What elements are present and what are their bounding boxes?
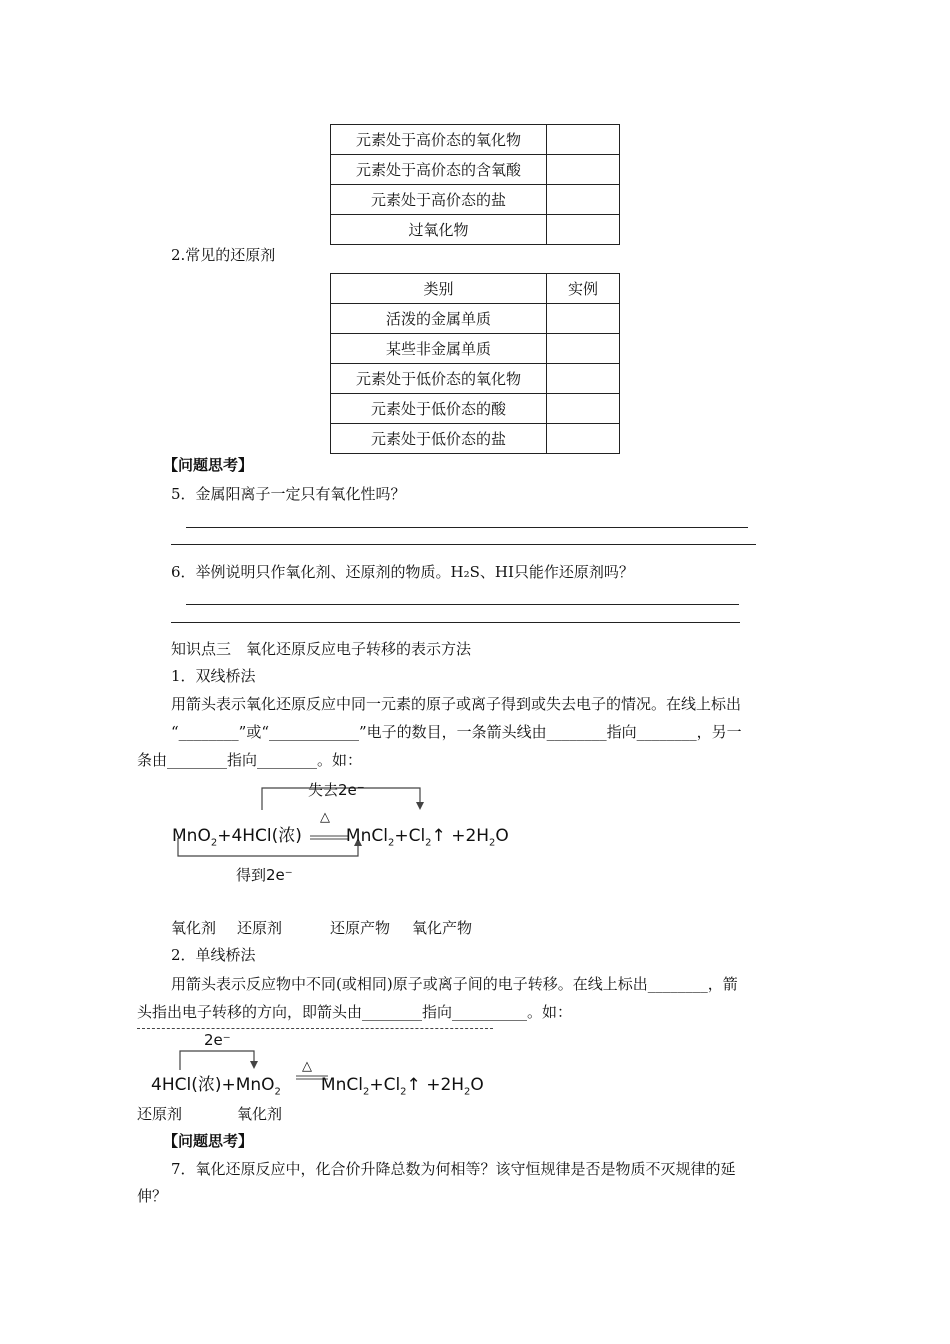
answer-line[interactable] — [186, 527, 748, 528]
method-2-paragraph: 头指出电子转移的方向，即箭头由________指向__________。如： — [137, 1003, 573, 1021]
answer-line[interactable] — [186, 604, 739, 605]
answer-line[interactable] — [171, 622, 740, 623]
role-label: 氧化剂 — [237, 1105, 283, 1123]
eq1-bottom-label: 得到2e⁻ — [236, 866, 293, 884]
eq2-condition: △ — [302, 1059, 312, 1074]
role-label: 还原剂 — [237, 919, 283, 937]
table-cell: 活泼的金属单质 — [331, 304, 547, 334]
table-cell: 元素处于高价态的氧化物 — [331, 125, 547, 155]
oxidant-table — [330, 124, 620, 245]
method-1-paragraph: “________”或“____________”电子的数目，一条箭头线由________指向________，另一 — [171, 723, 742, 741]
question-5: 5．金属阳离子一定只有氧化性吗？ — [171, 485, 406, 503]
question-think-heading: 【问题思考】 — [163, 1132, 254, 1150]
method-1-paragraph: 条由________指向________。如： — [137, 751, 363, 769]
question-7: 伸？ — [137, 1187, 168, 1205]
method-2-title: 2．单线桥法 — [171, 946, 256, 964]
table-cell-empty — [547, 185, 620, 215]
table-cell-empty — [547, 125, 620, 155]
question-6: 6．举例说明只作氧化剂、还原剂的物质。H₂S、HI只能作还原剂吗？ — [171, 563, 634, 581]
table-cell: 元素处于低价态的氧化物 — [331, 364, 547, 394]
table-header: 类别 — [331, 274, 547, 304]
role-label: 还原剂 — [137, 1105, 183, 1123]
knowledge-point-title: 知识点三 氧化还原反应电子转移的表示方法 — [171, 640, 472, 658]
section-title: 2.常见的还原剂 — [171, 246, 276, 264]
role-label: 还原产物 — [330, 919, 391, 937]
eq1-top-label: 失去2e⁻ — [308, 781, 365, 799]
question-7: 7．氧化还原反应中，化合价升降总数为何相等？该守恒规律是否是物质不灭规律的延 — [171, 1160, 736, 1178]
table-cell: 过氧化物 — [331, 215, 547, 245]
table-cell-empty — [547, 334, 620, 364]
table-cell: 元素处于高价态的含氧酸 — [331, 155, 547, 185]
reductant-table — [330, 273, 620, 454]
table-cell-empty — [547, 424, 620, 454]
table-cell-empty — [547, 304, 620, 334]
table-cell: 元素处于低价态的酸 — [331, 394, 547, 424]
table-cell: 某些非金属单质 — [331, 334, 547, 364]
dashed-divider — [137, 1028, 493, 1029]
question-think-heading: 【问题思考】 — [163, 456, 254, 474]
table-cell-empty — [547, 394, 620, 424]
table-cell-empty — [547, 215, 620, 245]
table-header: 实例 — [547, 274, 620, 304]
answer-line[interactable] — [171, 544, 756, 545]
eq1-condition: △ — [320, 810, 330, 825]
table-cell: 元素处于低价态的盐 — [331, 424, 547, 454]
table-cell: 元素处于高价态的盐 — [331, 185, 547, 215]
table-cell-empty — [547, 364, 620, 394]
eq2-top-label: 2e⁻ — [204, 1031, 231, 1049]
equation-1: MnO$_2$+4HCl(浓) $MnCl_2+Cl_2↑ +2H_2O$ — [172, 826, 509, 849]
equation-2: 4HCl(浓)+MnO$_2$ $MnCl_2+Cl_2↑ +2H_2O$ — [151, 1075, 484, 1098]
role-label: 氧化产物 — [412, 919, 473, 937]
method-2-paragraph: 用箭头表示反应物中不同(或相同)原子或离子间的电子转移。在线上标出________，箭 — [171, 975, 738, 993]
table-cell-empty — [547, 155, 620, 185]
role-label: 氧化剂 — [171, 919, 217, 937]
method-1-paragraph: 用箭头表示氧化还原反应中同一元素的原子或离子得到或失去电子的情况。在线上标出 — [171, 695, 742, 713]
method-1-title: 1．双线桥法 — [171, 667, 256, 685]
